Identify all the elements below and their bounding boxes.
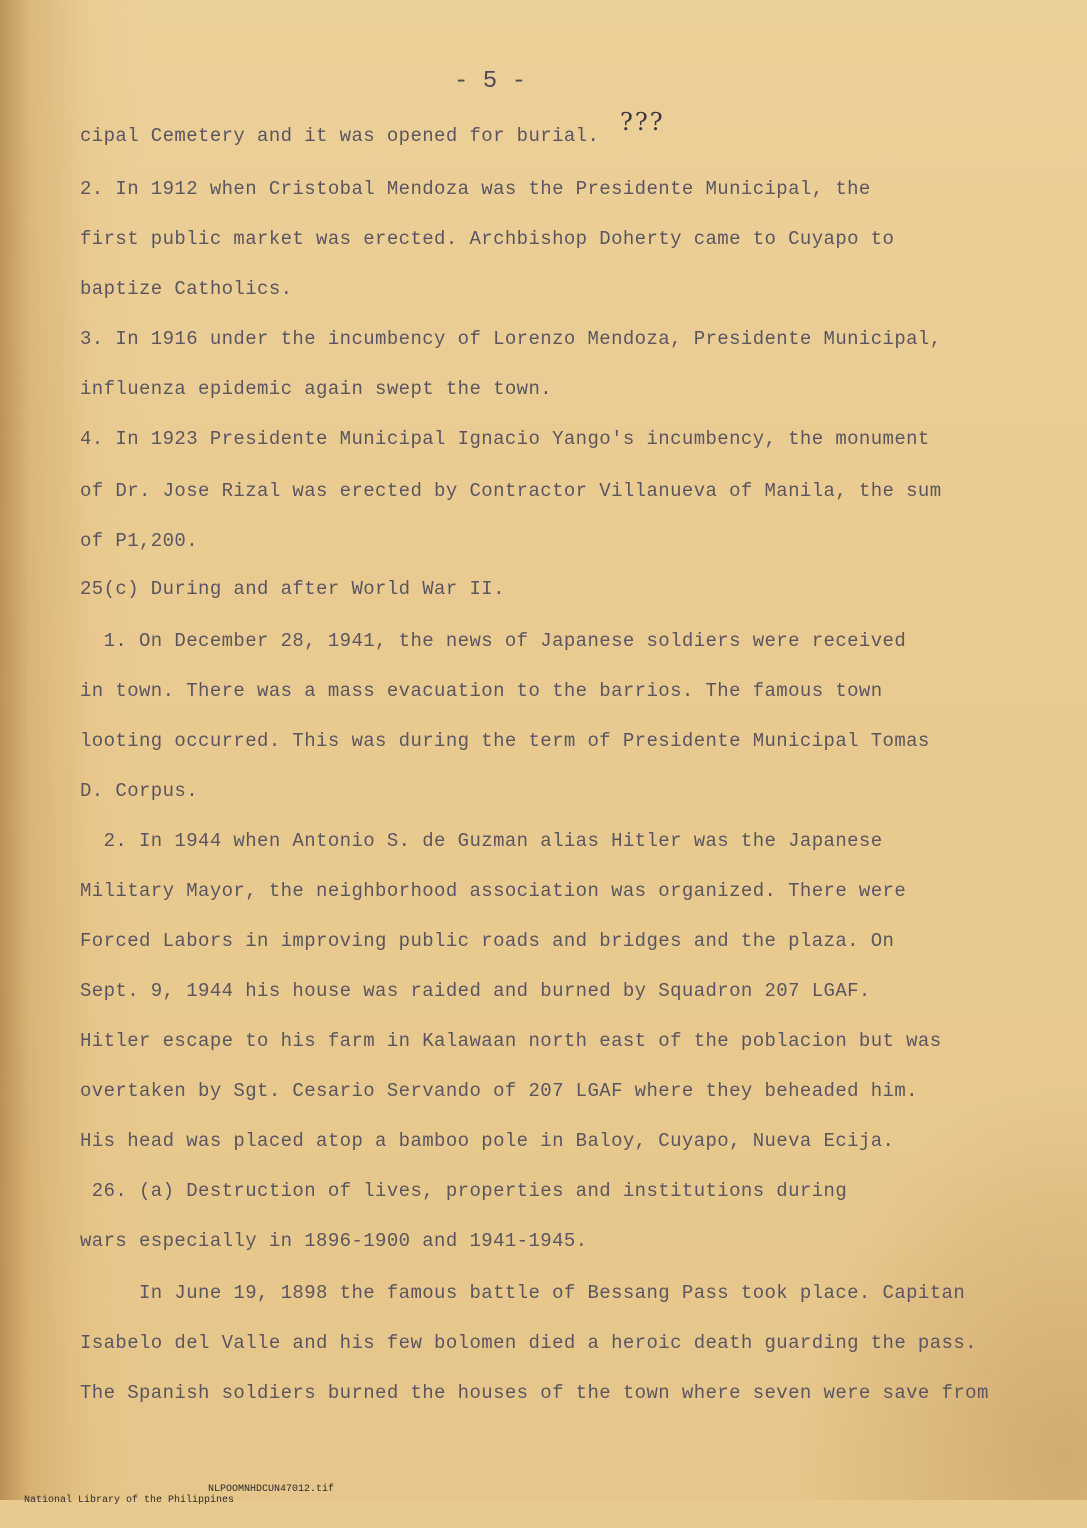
scan-footer xyxy=(0,1484,335,1528)
text-line: baptize Catholics. xyxy=(80,278,293,300)
text-line: The Spanish soldiers burned the houses of the town where seven were save from xyxy=(80,1382,989,1404)
text-line: 25(c) During and after World War II. xyxy=(80,578,505,600)
text-line: influenza epidemic again swept the town. xyxy=(80,378,553,400)
text-line: first public market was erected. Archbishop Doherty came to Cuyapo to xyxy=(80,228,895,250)
text-line: of Dr. Jose Rizal was erected by Contractor Villanueva of Manila, the sum xyxy=(80,480,942,502)
text-line: 2. In 1944 when Antonio S. de Guzman alias Hitler was the Japanese xyxy=(80,830,883,852)
footer-library-name: National Library of the Philippines xyxy=(24,1495,235,1506)
footer-file-name: NLPOOMNHDCUN47012.tif xyxy=(208,1484,335,1495)
text-line: D. Corpus. xyxy=(80,780,199,802)
text-line: of P1,200. xyxy=(80,530,199,552)
text-line: wars especially in 1896-1900 and 1941-1945. xyxy=(80,1230,588,1252)
text-line: Hitler escape to his farm in Kalawaan north east of the poblacion but was xyxy=(80,1030,942,1052)
text-line: Isabelo del Valle and his few bolomen died a heroic death guarding the pass. xyxy=(80,1332,977,1354)
text-line: Sept. 9, 1944 his house was raided and burned by Squadron 207 LGAF. xyxy=(80,980,871,1002)
text-line: 2. In 1912 when Cristobal Mendoza was the Presidente Municipal, the xyxy=(80,178,871,200)
text-line: Forced Labors in improving public roads and bridges and the plaza. On xyxy=(80,930,895,952)
text-line: cipal Cemetery and it was opened for burial. xyxy=(80,125,600,147)
text-line: Military Mayor, the neighborhood association was organized. There were xyxy=(80,880,907,902)
text-line: 3. In 1916 under the incumbency of Lorenzo Mendoza, Presidente Municipal, xyxy=(80,328,942,350)
text-line: overtaken by Sgt. Cesario Servando of 207 LGAF where they beheaded him. xyxy=(80,1080,918,1102)
text-line: looting occurred. This was during the term of Presidente Municipal Tomas xyxy=(80,730,930,752)
text-line: 26. (a) Destruction of lives, properties and institutions during xyxy=(80,1180,848,1202)
text-line: in town. There was a mass evacuation to the barrios. The famous town xyxy=(80,680,883,702)
text-line: 4. In 1923 Presidente Municipal Ignacio Yango's incumbency, the monument xyxy=(80,428,930,450)
page-number: - 5 - xyxy=(453,68,526,95)
text-line: His head was placed atop a bamboo pole in Baloy, Cuyapo, Nueva Ecija. xyxy=(80,1130,895,1152)
handwritten-annotation: ??? xyxy=(620,108,665,136)
text-line: In June 19, 1898 the famous battle of Bessang Pass took place. Capitan xyxy=(80,1282,966,1304)
text-line: 1. On December 28, 1941, the news of Japanese soldiers were received xyxy=(80,630,907,652)
